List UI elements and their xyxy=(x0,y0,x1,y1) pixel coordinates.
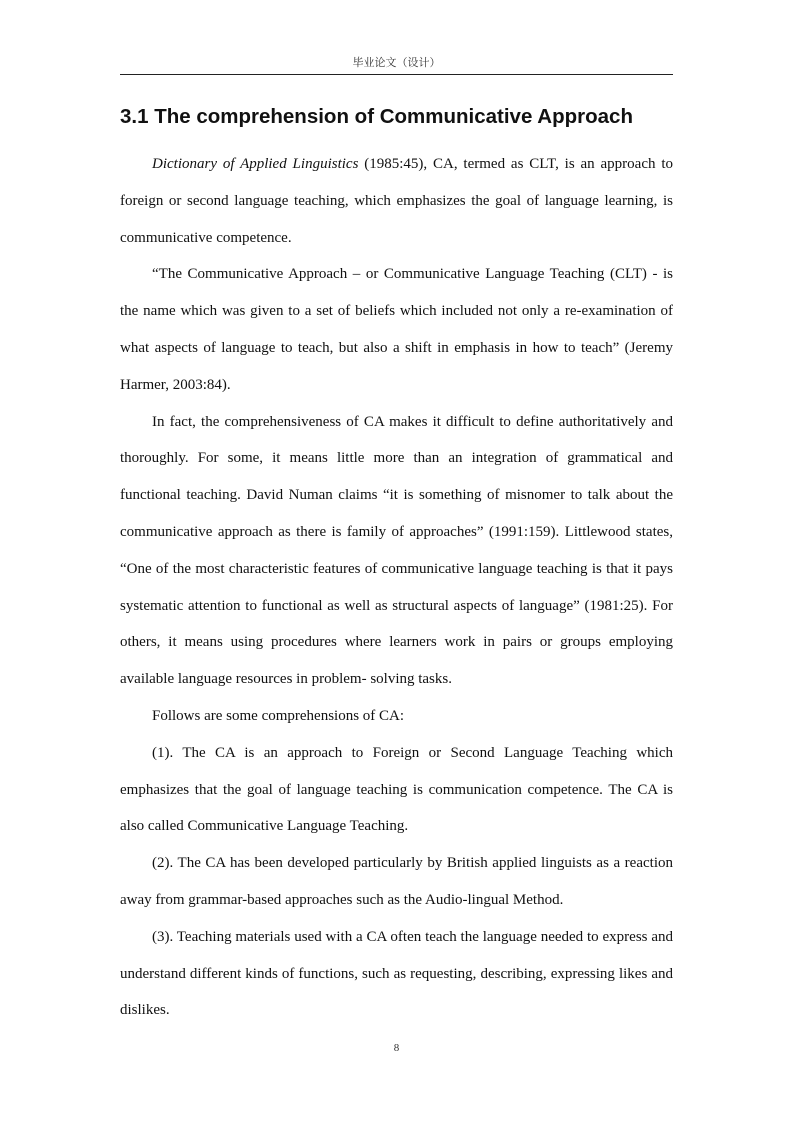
book-title: Dictionary of Applied Linguistics xyxy=(152,156,359,172)
list-item-2: (2). The CA has been developed particularly by British applied linguists as a reaction away from grammar-based approaches such as the Audio-lingual Method. xyxy=(120,855,673,908)
paragraph-1 xyxy=(120,146,673,256)
page-number: 8 xyxy=(393,1042,400,1054)
list-item-3: (3). Teaching materials used with a CA often teach the language needed to express and understand different kinds of functions, such as requesting, describing, expressing likes and dislikes. xyxy=(120,928,673,1019)
paragraph-1-text: (1985:45), CA, termed as CLT, is an approach to foreign or second language teaching, which emphasizes the goal of language learning, is communicative competence. xyxy=(120,156,673,246)
page-header: 毕业论文（设计） xyxy=(120,54,673,75)
list-item-1: (1). The CA is an approach to Foreign or Second Language Teaching which emphasizes that the goal of language teaching is communication competence. The CA is also called Communicative Language Teaching. xyxy=(120,744,673,835)
body-text xyxy=(120,146,673,1029)
paragraph-4: Follows are some comprehensions of CA: xyxy=(152,707,405,724)
section-title: 3.1 The comprehension of Communicative Approach xyxy=(120,105,633,128)
paragraph-3: In fact, the comprehensiveness of CA makes it difficult to define authoritatively and thoroughly. For some, it means little more than an integration of grammatical and functional teaching. David Numan claims “it is something of misnomer to talk about the communicative approach as there is family of approaches” (1991:159). Littlewood states, “One of the most characteristic features of communicative language teaching is that it pays systematic attention to functional as well as structural aspects of language” (1981:25). For others, it means using procedures where learners work in pairs or groups employing available language resources in problem- solving tasks. xyxy=(120,413,673,688)
paragraph-2: “The Communicative Approach – or Communicative Language Teaching (CLT) - is the name which was given to a set of beliefs which included not only a re-examination of what aspects of language to teach, but also a shift in emphasis in how to teach” (Jeremy Harmer, 2003:84). xyxy=(120,266,673,393)
